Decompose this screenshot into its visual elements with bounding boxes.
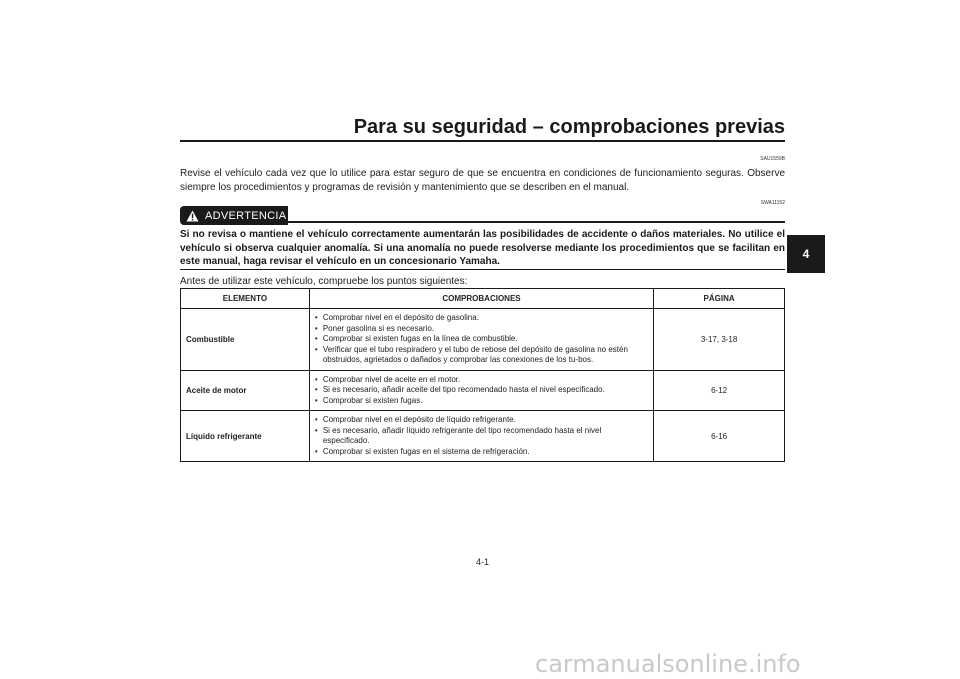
list-item: • Comprobar nivel en el depósito de gasolina. [315,313,648,324]
table-row [181,370,785,411]
list-item: • Comprobar nivel de aceite en el motor. [315,375,648,386]
table-header-row [181,289,785,309]
list-item: • Comprobar si existen fugas en la línea de combustible. [315,334,648,345]
before-use-text: Antes de utilizar este vehículo, compruebe los puntos siguientes: [180,276,468,287]
warning-rule [288,221,785,223]
checks-table [180,288,785,462]
list-item: • Verificar que el tubo respiradero y el tubo de rebose del depósito de gasolina no estén obstruidos, agrietados o dañados y comprobar las conexiones de los tu-bos. [315,345,648,366]
row-page: 6-12 [654,370,785,411]
table-row [181,411,785,462]
warning-code: SWA11152 [760,200,785,206]
row-element: Combustible [181,309,310,371]
title-rule [180,140,785,142]
warning-triangle-icon [186,210,199,222]
list-item: • Comprobar nivel en el depósito de líquido refrigerante. [315,415,648,426]
row-page: 3-17, 3-18 [654,309,785,371]
row-checks [309,370,653,411]
warning-badge [180,206,288,225]
row-element: Aceite de motor [181,370,310,411]
list-item: • Comprobar si existen fugas. [315,396,648,407]
row-page: 6-16 [654,411,785,462]
page-number: 4-1 [475,557,489,567]
page-title: Para su seguridad – comprobaciones previas [353,116,785,138]
list-item: • Comprobar si existen fugas en el sistema de refrigeración. [315,447,648,458]
list-item: • Si es necesario, añadir líquido refrigerante del tipo recomendado hasta el nivel especificado. [315,426,648,447]
list-item: • Poner gasolina si es necesario. [315,324,648,335]
watermark-link[interactable]: carmanualsonline.info [535,650,801,678]
list-item: • Si es necesario, añadir aceite del tipo recomendado hasta el nivel especificado. [315,385,648,396]
header-page: PÁGINA [654,289,785,309]
section-code: SAU1559B [760,156,785,162]
row-element: Líquido refrigerante [181,411,310,462]
warning-bottom-rule [180,269,785,270]
table-row [181,309,785,371]
header-element: ELEMENTO [181,289,310,309]
row-checks [309,309,653,371]
chapter-tab[interactable]: 4 [787,235,825,273]
header-checks: COMPROBACIONES [309,289,653,309]
warning-text: Si no revisa o mantiene el vehículo correctamente aumentarán las posibilidades de accidente o daños materiales. No utilice el vehículo si observa cualquier anomalía. Si una anomalía no puede resolverse mediante los procedimientos que se facilitan en este manual, haga revisar el vehículo en un concesionario Yamaha. [180,229,785,267]
warning-label: ADVERTENCIA [205,209,287,222]
intro-paragraph: Revise el vehículo cada vez que lo utilice para estar seguro de que se encuentra en condiciones de funcionamiento seguras. Observe siempre los procedimientos y programas de revisión y mantenimiento que se describen en el manual. [180,168,785,193]
row-checks [309,411,653,462]
